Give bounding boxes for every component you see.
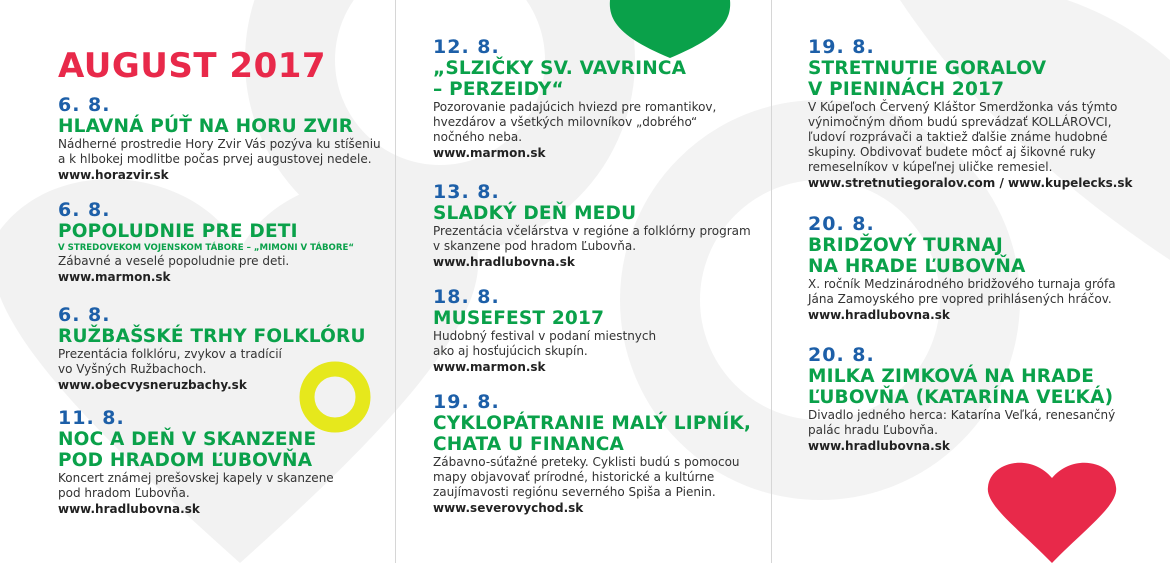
event-description-line: mapy objavovať prírodné, historické a kultúrne — [433, 470, 715, 484]
event-title — [433, 308, 763, 329]
event-description-line: výnimočným dňom budú sprevádzať KOLLÁROVCI, — [808, 115, 1112, 129]
event-website-link[interactable]: www.marmon.sk — [433, 146, 546, 160]
event-item — [433, 287, 763, 375]
event-title-line: – PERZEIDY“ — [433, 79, 564, 100]
event-date: 20. 8. — [808, 213, 875, 235]
event-description-line: palác hradu Ľubovňa. — [808, 423, 938, 437]
event-website-link[interactable]: www.severovychod.sk — [433, 501, 584, 515]
event-date: 19. 8. — [808, 36, 875, 58]
event-description — [433, 329, 763, 359]
event-title-line: SLADKÝ DEŇ MEDU — [433, 203, 637, 224]
event-title-line: POD HRADOM ĽUBOVŇA — [58, 450, 313, 471]
event-title-line: MUSEFEST 2017 — [433, 308, 605, 329]
event-description — [58, 254, 388, 269]
event-description-line: Hudobný festival v podaní miestnych — [433, 329, 657, 343]
event-description — [58, 471, 388, 501]
event-description-line: Pozorovanie padajúcich hviezd pre romantikov, — [433, 100, 717, 114]
event-item — [433, 37, 763, 161]
event-item — [808, 37, 1148, 191]
column-left — [58, 0, 388, 563]
event-title — [808, 235, 1148, 277]
event-website-link[interactable]: www.stretnutiegoralov.com / www.kupelecks.sk — [808, 176, 1133, 190]
event-website-link[interactable]: www.hradlubovna.sk — [808, 439, 950, 453]
event-subtitle: V STREDOVEKOM VOJENSKOM TÁBORE – „MIMONI V TÁBORE“ — [58, 243, 354, 253]
event-title-line: ĽUBOVŇA (KATARÍNA VEĽKÁ) — [808, 387, 1114, 408]
event-website-link[interactable]: www.marmon.sk — [433, 360, 546, 374]
event-title-line: RUŽBAŠSKÉ TRHY FOLKLÓRU — [58, 326, 366, 347]
event-description — [808, 277, 1148, 307]
event-title — [433, 58, 763, 100]
fold-line — [395, 0, 396, 563]
event-title — [58, 221, 388, 242]
event-date: 20. 8. — [808, 344, 875, 366]
event-description — [58, 137, 388, 167]
event-item — [433, 392, 763, 516]
event-title — [58, 326, 388, 347]
event-description — [433, 455, 763, 500]
event-description-line: Zábavno-súťažné preteky. Cyklisti budú s pomocou — [433, 455, 740, 469]
event-description-line: Prezentácia folklóru, zvykov a tradícií — [58, 347, 282, 361]
event-title-line: CYKLOPÁTRANIE MALÝ LIPNÍK, — [433, 413, 752, 434]
event-title — [808, 58, 1148, 100]
fold-line — [771, 0, 772, 563]
event-description-line: pod hradom Ľubovňa. — [58, 486, 190, 500]
event-item — [433, 182, 763, 270]
event-description-line: Zábavné a veselé popoludnie pre deti. — [58, 254, 290, 268]
event-description-line: nočného neba. — [433, 130, 523, 144]
event-date: 6. 8. — [58, 94, 111, 116]
event-description-line: Divadlo jedného herca: Katarína Veľká, renesančný — [808, 408, 1116, 422]
event-description-line: hvezdárov a všetkých milovníkov „dobrého“ — [433, 115, 698, 129]
event-website-link[interactable]: www.hradlubovna.sk — [433, 255, 575, 269]
event-title-line: NOC A DEŇ V SKANZENE — [58, 429, 317, 450]
event-date: 6. 8. — [58, 304, 111, 326]
event-title — [433, 203, 763, 224]
event-description-line: vo Vyšných Ružbachoch. — [58, 362, 207, 376]
event-description — [808, 100, 1148, 175]
event-item — [808, 345, 1148, 454]
event-date: 12. 8. — [433, 36, 500, 58]
event-title — [58, 116, 388, 137]
column-middle — [433, 0, 763, 563]
event-item — [58, 200, 388, 285]
event-description-line: X. ročník Medzinárodného bridžového turnaja grófa — [808, 277, 1116, 291]
event-description-line: Koncert známej prešovskej kapely v skanzene — [58, 471, 334, 485]
event-title-line: CHATA U FINANCA — [433, 434, 625, 455]
column-right — [808, 0, 1148, 563]
event-website-link[interactable]: www.marmon.sk — [58, 270, 171, 284]
event-title-line: HLAVNÁ PÚŤ NA HORU ZVIR — [58, 116, 354, 137]
event-description-line: ľudoví rozprávači a taktiež ďalšie známe hudobné — [808, 130, 1108, 144]
event-website-link[interactable]: www.hradlubovna.sk — [808, 308, 950, 322]
event-description-line: V Kúpeľoch Červený Kláštor Smerdžonka vás týmto — [808, 100, 1118, 114]
event-description-line: skupiny. Obdivovať budete môcť aj šikovné ruky — [808, 145, 1096, 159]
event-title-line: STRETNUTIE GORALOV — [808, 58, 1047, 79]
event-description-line: ako aj hosťujúcich skupín. — [433, 344, 588, 358]
event-title — [433, 413, 763, 455]
event-description-line: Prezentácia včelárstva v regióne a folklórny program — [433, 224, 751, 238]
event-title-line: MILKA ZIMKOVÁ NA HRADE — [808, 366, 1095, 387]
event-description-line: v skanzene pod hradom Ľubovňa. — [433, 239, 637, 253]
month-heading: AUGUST 2017 — [58, 46, 327, 86]
event-title — [58, 429, 388, 471]
event-description-line: zaujímavosti regiónu severného Spiša a Pienin. — [433, 485, 716, 499]
event-description-line: Jána Zamoyského pre vopred prihlásených hráčov. — [808, 292, 1112, 306]
event-title-line: BRIDŽOVÝ TURNAJ — [808, 235, 1003, 256]
event-title-line: V PIENINÁCH 2017 — [808, 79, 1005, 100]
event-description — [433, 100, 763, 145]
event-item — [58, 305, 388, 393]
event-date: 11. 8. — [58, 407, 125, 429]
event-description — [433, 224, 763, 254]
event-date: 19. 8. — [433, 391, 500, 413]
event-date: 13. 8. — [433, 181, 500, 203]
event-date: 18. 8. — [433, 286, 500, 308]
event-date: 6. 8. — [58, 199, 111, 221]
event-website-link[interactable]: www.hradlubovna.sk — [58, 502, 200, 516]
event-website-link[interactable]: www.horazvir.sk — [58, 168, 169, 182]
event-title — [808, 366, 1148, 408]
event-title-line: NA HRADE ĽUBOVŇA — [808, 256, 1026, 277]
event-description — [808, 408, 1148, 438]
event-item — [58, 408, 388, 517]
event-description-line: a k hlbokej modlitbe počas prvej augustovej nedele. — [58, 152, 372, 166]
event-item — [58, 95, 388, 183]
event-item — [808, 214, 1148, 323]
event-description-line: Nádherné prostredie Hory Zvir Vás pozýva ku stíšeniu — [58, 137, 381, 151]
event-description-line: remeselníkov v kúpeľnej uličke remesiel. — [808, 160, 1053, 174]
event-title-line: POPOLUDNIE PRE DETI — [58, 221, 298, 242]
event-description — [58, 347, 388, 377]
event-title-line: „SLZIČKY SV. VAVRINCA — [433, 58, 687, 79]
event-website-link[interactable]: www.obecvysneruzbachy.sk — [58, 378, 247, 392]
